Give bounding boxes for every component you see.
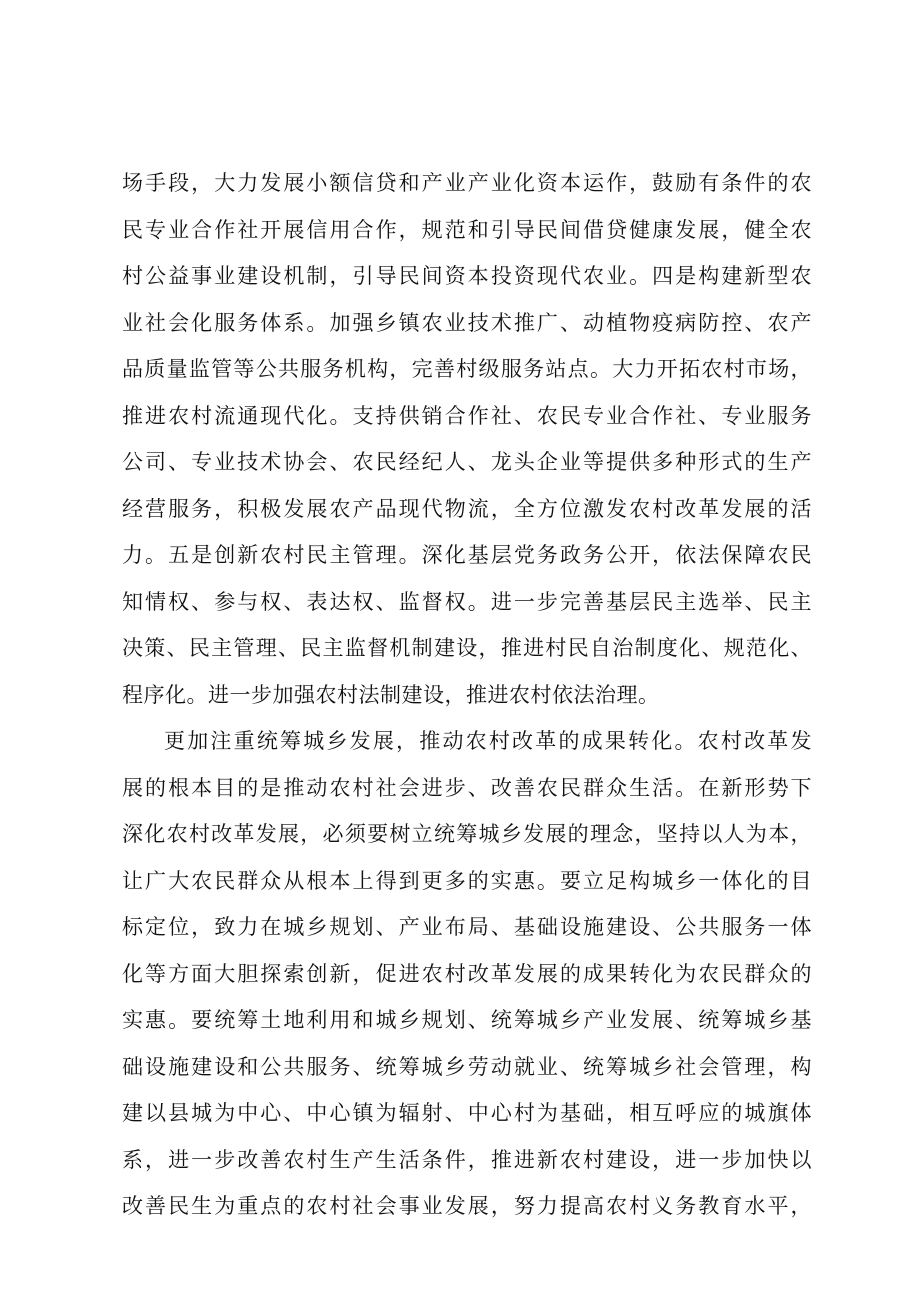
text-line: 程序化。进一步加强农村法制建设，推进农村依法治理。 — [122, 682, 660, 707]
text-line: 推进农村流通现代化。支持供销合作社、农民专业合作社、专业服务 — [122, 403, 812, 428]
text-line: 系，进一步改善农村生产生活条件，推进新农村建设，进一步加快以 — [122, 1147, 812, 1172]
text-line: 更加注重统筹城乡发展，推动农村改革的成果转化。农村改革发 — [164, 729, 812, 753]
text-line: 改善民生为重点的农村社会事业发展，努力提高农村义务教育水平， — [122, 1194, 812, 1218]
text-line: 知情权、参与权、表达权、监督权。进一步完善基层民主选举、民主 — [122, 589, 812, 614]
text-line: 经营服务，积极发展农产品现代物流，全方位激发农村改革发展的活 — [122, 496, 812, 521]
paragraph-1 — [122, 162, 812, 720]
paragraph-2 — [122, 720, 812, 1232]
body-text — [122, 162, 812, 1232]
text-line: 公司、专业技术协会、农民经纪人、龙头企业等提供多种形式的生产 — [122, 450, 812, 474]
text-line: 决策、民主管理、民主监督机制建设，推进村民自治制度化、规范化、 — [122, 636, 812, 660]
text-line: 化等方面大胆探索创新，促进农村改革发展的成果转化为农民群众的 — [122, 961, 812, 986]
text-line: 建以县城为中心、中心镇为辐射、中心村为基础，相互呼应的城旗体 — [122, 1101, 812, 1125]
text-line: 村公益事业建设机制，引导民间资本投资现代农业。四是构建新型农 — [122, 264, 812, 288]
text-line: 业社会化服务体系。加强乡镇农业技术推广、动植物疫病防控、农产 — [122, 310, 812, 335]
text-line: 础设施建设和公共服务、统筹城乡劳动就业、统筹城乡社会管理，构 — [122, 1054, 812, 1079]
text-line: 标定位，致力在城乡规划、产业布局、基础设施建设、公共服务一体 — [122, 915, 812, 939]
text-line: 民专业合作社开展信用合作，规范和引导民间借贷健康发展，健全农 — [122, 217, 812, 242]
text-line: 力。五是创新农村民主管理。深化基层党务政务公开，依法保障农民 — [122, 543, 812, 567]
text-line: 让广大农民群众从根本上得到更多的实惠。要立足构城乡一体化的目 — [122, 868, 812, 893]
text-line: 实惠。要统筹土地利用和城乡规划、统筹城乡产业发展、统筹城乡基 — [122, 1008, 812, 1032]
text-line: 深化农村改革发展，必须要树立统筹城乡发展的理念，坚持以人为本， — [122, 822, 812, 846]
text-line: 场手段，大力发展小额信贷和产业产业化资本运作，鼓励有条件的农 — [122, 171, 812, 195]
text-line: 品质量监管等公共服务机构，完善村级服务站点。大力开拓农村市场， — [122, 357, 812, 381]
text-line: 展的根本目的是推动农村社会进步、改善农民群众生活。在新形势下 — [122, 775, 812, 800]
